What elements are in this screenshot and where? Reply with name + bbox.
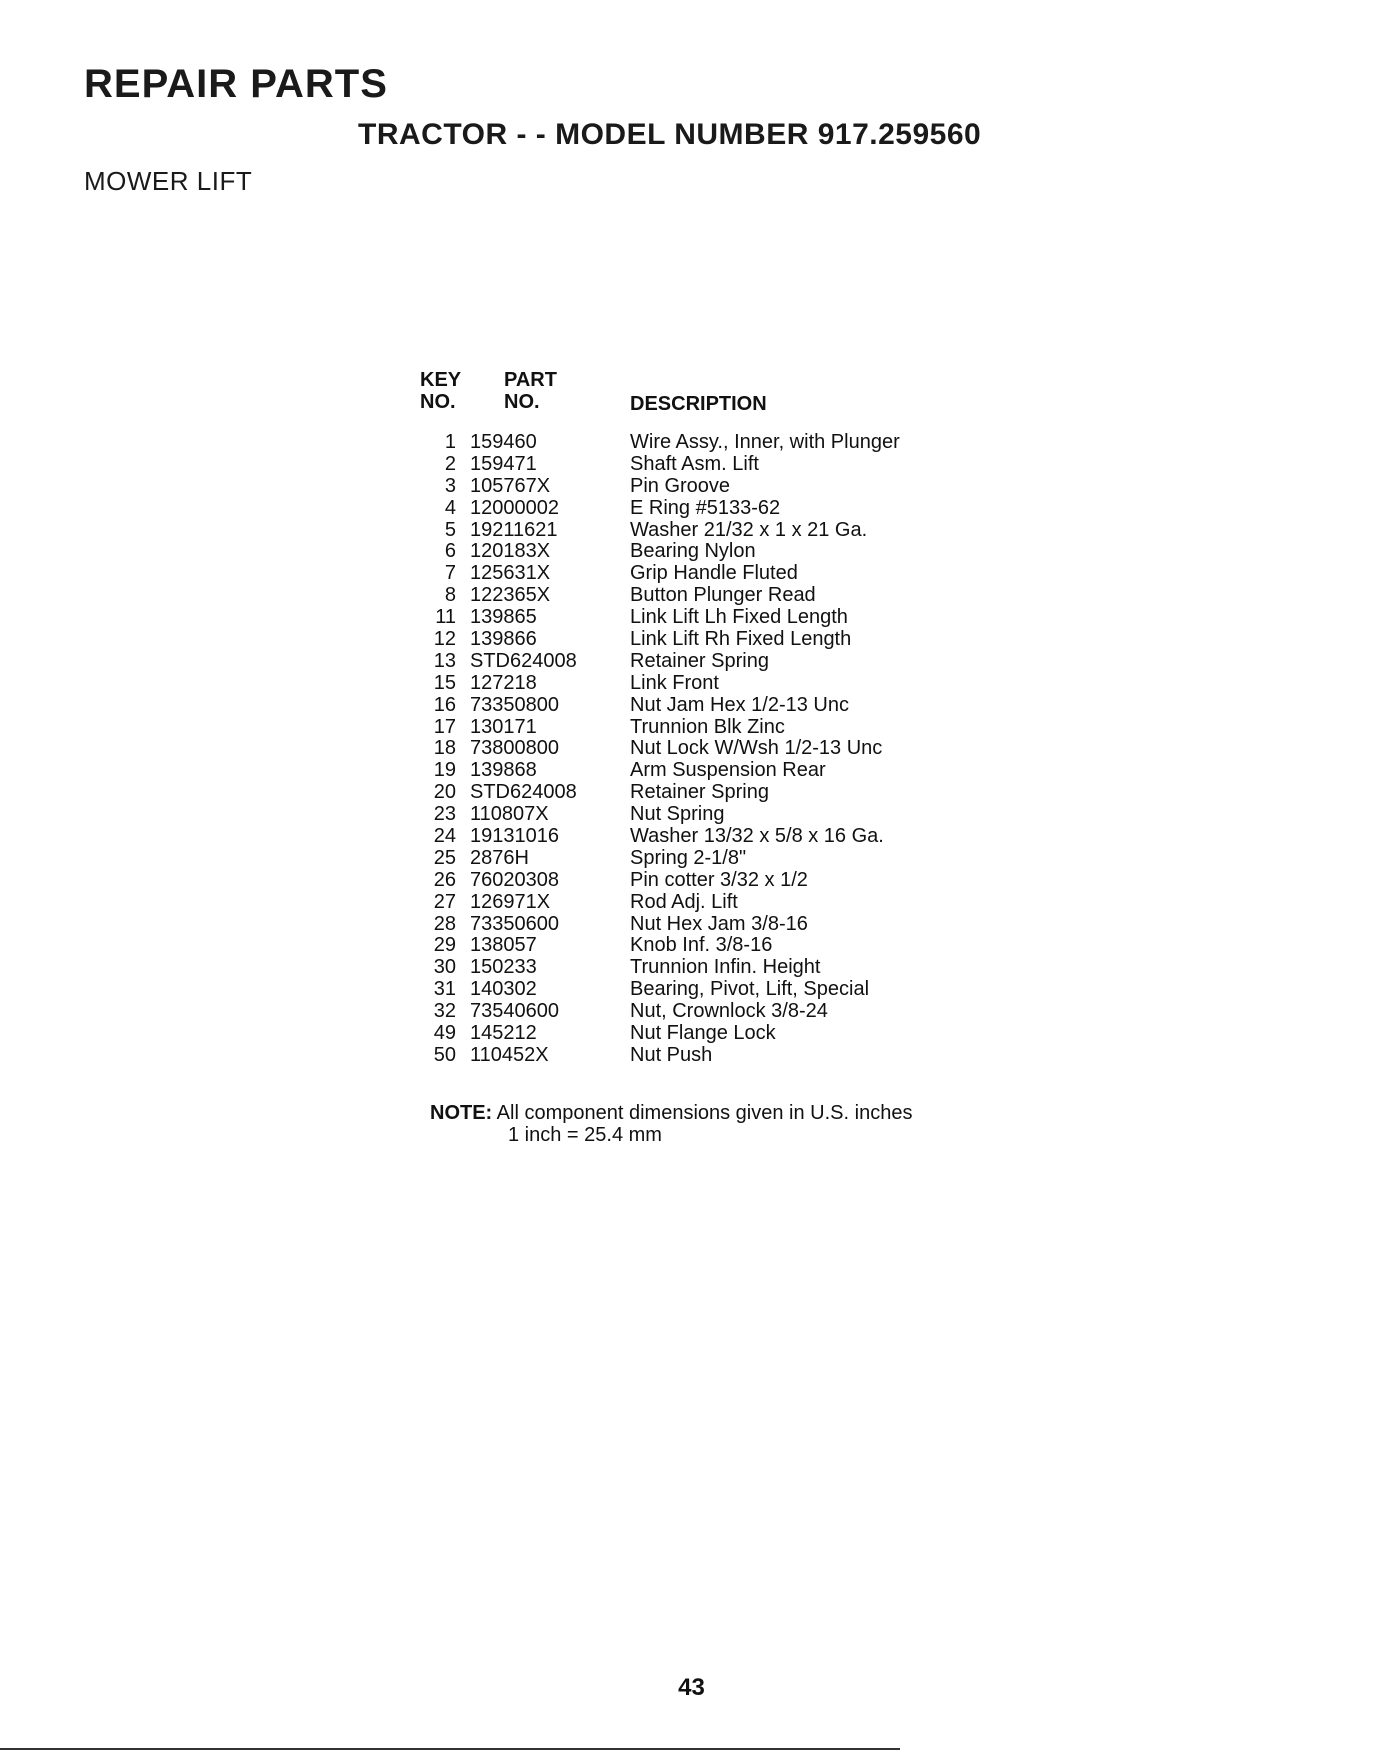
description-cell: Bearing Nylon: [630, 540, 756, 563]
description-cell: Nut, Crownlock 3/8-24: [630, 1000, 828, 1023]
part-no-cell: 150233: [470, 956, 537, 979]
table-row: [420, 651, 900, 673]
key-no-cell: 32: [433, 1000, 456, 1023]
key-no-cell: 29: [433, 934, 456, 957]
part-no-cell: 126971X: [470, 890, 551, 913]
table-row: [420, 432, 900, 454]
table-row: [420, 454, 900, 476]
description-cell: Spring 2-1/8": [630, 846, 747, 869]
part-no-cell: 73800800: [470, 737, 559, 760]
table-row: [420, 914, 900, 936]
part-no-cell: 139866: [470, 628, 537, 651]
description-cell: Wire Assy., Inner, with Plunger: [630, 431, 900, 453]
table-row: [420, 738, 900, 760]
table-row: [420, 935, 900, 957]
description-cell: Nut Spring: [630, 803, 725, 826]
part-no-cell: 2876H: [470, 846, 529, 869]
table-row: [420, 848, 900, 870]
page-number: 43: [678, 1674, 705, 1701]
key-no-cell: 5: [444, 518, 456, 541]
parts-table-header: [420, 370, 900, 416]
table-row: [420, 498, 900, 520]
part-no-cell: 139868: [470, 759, 537, 782]
description-cell: Nut Lock W/Wsh 1/2-13 Unc: [630, 737, 883, 760]
part-no-cell: 159471: [470, 452, 537, 475]
description-cell: Grip Handle Fluted: [630, 562, 798, 585]
description-cell: Rod Adj. Lift: [630, 890, 738, 913]
key-no-cell: 19: [433, 759, 456, 782]
table-row: [420, 717, 900, 739]
table-row: [420, 629, 900, 651]
part-no-cell: STD624008: [470, 781, 577, 804]
note-label: NOTE:: [430, 1102, 493, 1124]
description-cell: Pin Groove: [630, 474, 731, 497]
description-cell: Nut Hex Jam 3/8-16: [630, 912, 808, 935]
description-cell: Washer 21/32 x 1 x 21 Ga.: [630, 518, 868, 541]
key-no-cell: 27: [433, 890, 456, 913]
table-row: [420, 760, 900, 782]
key-no-cell: 30: [433, 956, 456, 979]
description-cell: Knob Inf. 3/8-16: [630, 934, 773, 957]
key-no-cell: 16: [433, 693, 456, 716]
key-no-cell: 28: [433, 912, 456, 935]
table-row: [420, 607, 900, 629]
key-no-cell: 24: [433, 825, 456, 848]
part-no-cell: 130171: [470, 715, 537, 738]
table-row: [420, 476, 900, 498]
key-no-cell: 2: [444, 452, 456, 475]
key-no-cell: 17: [433, 715, 456, 738]
key-no-cell: 6: [444, 540, 456, 563]
description-cell: Washer 13/32 x 5/8 x 16 Ga.: [630, 825, 884, 848]
table-row: [420, 1001, 900, 1023]
part-no-cell: 73350600: [470, 912, 559, 935]
part-no-cell: 127218: [470, 671, 537, 694]
key-no-cell: 4: [444, 496, 456, 519]
note-line1: All component dimensions given in U.S. inches: [496, 1102, 913, 1124]
page-title: REPAIR PARTS: [84, 62, 388, 106]
key-no-cell: 8: [444, 584, 456, 607]
table-row: [420, 585, 900, 607]
description-cell: Trunnion Blk Zinc: [630, 715, 785, 738]
table-row: [420, 695, 900, 717]
key-no-cell: 15: [433, 671, 456, 694]
note-line2: 1 inch = 25.4 mm: [508, 1124, 662, 1146]
header-part-no-line1: PART: [504, 369, 557, 391]
key-no-cell: 11: [435, 606, 456, 629]
table-row: [420, 979, 900, 1001]
model-title: TRACTOR - - MODEL NUMBER 917.259560: [358, 118, 982, 151]
part-no-cell: 105767X: [470, 474, 551, 497]
description-cell: Link Lift Rh Fixed Length: [630, 628, 852, 651]
key-no-cell: 7: [444, 562, 456, 585]
description-cell: Retainer Spring: [630, 781, 769, 804]
description-cell: Retainer Spring: [630, 649, 769, 672]
description-cell: Nut Flange Lock: [630, 1022, 776, 1045]
description-cell: Shaft Asm. Lift: [630, 452, 759, 475]
description-cell: E Ring #5133-62: [630, 496, 781, 519]
key-no-cell: 1: [444, 431, 456, 453]
parts-table: [420, 370, 900, 1067]
part-no-cell: 138057: [470, 934, 537, 957]
description-cell: Arm Suspension Rear: [630, 759, 826, 782]
key-no-cell: 26: [433, 868, 456, 891]
table-row: [420, 870, 900, 892]
description-cell: Bearing, Pivot, Lift, Special: [630, 978, 870, 1001]
key-no-cell: 13: [433, 649, 456, 672]
table-row: [420, 1023, 900, 1045]
part-no-cell: 120183X: [470, 540, 551, 563]
key-no-cell: 49: [433, 1022, 456, 1045]
parts-table-body: [420, 432, 900, 1067]
table-row: [420, 826, 900, 848]
key-no-cell: 18: [433, 737, 456, 760]
description-cell: Link Front: [630, 671, 719, 694]
key-no-cell: 31: [433, 978, 456, 1001]
table-row: [420, 563, 900, 585]
table-row: [420, 892, 900, 914]
description-cell: Link Lift Lh Fixed Length: [630, 606, 848, 629]
table-row: [420, 957, 900, 979]
part-no-cell: 73350800: [470, 693, 559, 716]
table-row: [420, 804, 900, 826]
part-no-cell: 19131016: [470, 825, 559, 848]
part-no-cell: 140302: [470, 978, 537, 1001]
table-row: [420, 1045, 900, 1067]
bottom-rule: [0, 1748, 900, 1750]
part-no-cell: 73540600: [470, 1000, 559, 1023]
part-no-cell: 139865: [470, 606, 537, 629]
key-no-cell: 25: [433, 846, 456, 869]
header-key-no-line1: KEY: [420, 369, 462, 391]
note: [430, 1102, 912, 1146]
key-no-cell: 50: [433, 1043, 456, 1066]
part-no-cell: 110452X: [470, 1043, 549, 1066]
part-no-cell: 110807X: [470, 803, 549, 826]
description-cell: Nut Push: [630, 1043, 713, 1066]
part-no-cell: 19211621: [470, 518, 558, 541]
part-no-cell: STD624008: [470, 649, 577, 672]
key-no-cell: 3: [444, 474, 456, 497]
section-title: MOWER LIFT: [84, 166, 253, 196]
key-no-cell: 12: [433, 628, 456, 651]
part-no-cell: 122365X: [470, 584, 551, 607]
part-no-cell: 125631X: [470, 562, 551, 585]
table-row: [420, 673, 900, 695]
key-no-cell: 20: [433, 781, 456, 804]
part-no-cell: 145212: [470, 1022, 537, 1045]
part-no-cell: 76020308: [470, 868, 559, 891]
header-part-no-line2: NO.: [504, 391, 540, 413]
description-cell: Nut Jam Hex 1/2-13 Unc: [630, 693, 849, 716]
table-row: [420, 782, 900, 804]
part-no-cell: 159460: [470, 431, 537, 453]
description-cell: Pin cotter 3/32 x 1/2: [630, 868, 808, 891]
description-cell: Trunnion Infin. Height: [630, 956, 821, 979]
table-row: [420, 520, 900, 542]
part-no-cell: 12000002: [470, 496, 559, 519]
table-row: [420, 541, 900, 563]
header-key-no-line2: NO.: [420, 391, 456, 413]
key-no-cell: 23: [433, 803, 456, 826]
header-description: DESCRIPTION: [630, 393, 767, 415]
description-cell: Button Plunger Read: [630, 584, 816, 607]
